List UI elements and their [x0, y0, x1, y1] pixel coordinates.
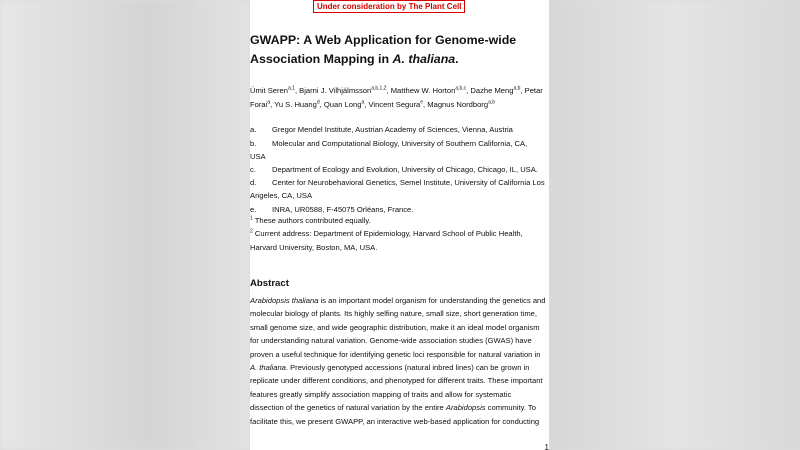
paper-title — [250, 31, 549, 69]
author: Magnus Nordborg — [427, 99, 489, 109]
note-current-address-cont: Harvard University, Boston, MA, USA. — [250, 242, 378, 252]
affiliation-label: d. — [250, 178, 257, 187]
author: Quan Long — [323, 99, 362, 109]
background-right — [549, 0, 800, 450]
author-sup: e — [420, 98, 424, 105]
author: Matthew W. Horton — [390, 86, 456, 95]
affiliation-text: Center for Neurobehavioral Genetics, Semel Institute, University of California Los — [272, 178, 545, 187]
author-list: Ümit Seren$^{a,1}$, Bjarni J. Vilhjálmsson$^{a,b,1,2}$, Matthew W. Horton$^{a,b,c}$, Dazhe Meng$^{a,b}$, Petar Forai$^a$, Yu S. Huang$^d$, Quan Long$^a$, Vincent Segura$^e$, Magnus Nordborg$^{a,b}$ — [250, 85, 543, 109]
affiliation-text: INRA, UR0588, F-45075 Orléans, France. — [272, 205, 414, 214]
author: Bjarni J. Vilhjálmsson — [299, 86, 372, 95]
species-name: Arabidopsis — [445, 403, 486, 413]
author-sup: a,b,1,2 — [371, 85, 387, 92]
abstract-line — [250, 361, 549, 374]
abstract-text: . Previously genotyped accessions (natural inbred lines) can be grown in — [285, 363, 530, 373]
affiliation-text: Molecular and Computational Biology, University of Southern California, CA, — [272, 139, 528, 148]
affiliation-label: c. — [250, 165, 256, 174]
note-marker: 1 — [250, 215, 253, 222]
affiliation-text: Department of Ecology and Evolution, University of Chicago, Chicago, IL, USA. — [272, 165, 538, 174]
author-sup: a — [361, 98, 365, 105]
affiliation-text-cont: Angeles, CA, USA — [250, 191, 313, 200]
author: Yu S. Huang — [274, 99, 317, 109]
abstract-text: dissection of the genetics of natural variation by the entire — [250, 403, 446, 413]
abstract-text: community. To — [485, 403, 536, 413]
author-sup: a,b — [488, 98, 496, 105]
affiliation-text: Gregor Mendel Institute, Austrian Academy of Sciences, Vienna, Austria — [272, 125, 513, 134]
affiliation-label: b. — [250, 139, 257, 148]
abstract-line: replicate under different conditions, and phenotyped for different traits. These important — [250, 376, 543, 386]
author: Ümit Seren — [250, 86, 288, 95]
title-line-2-suffix: . — [455, 52, 459, 66]
affiliation-c — [250, 163, 549, 176]
title-line-2-prefix: Association Mapping in — [250, 52, 393, 66]
abstract-text: is an important model organism for understanding the genetics and — [318, 296, 546, 305]
abstract-line: facilitate this, we present GWAPP, an interactive web-based application for conducting — [250, 416, 540, 426]
author-notes — [250, 214, 549, 254]
abstract-line: small genome size, and wide geographic distribution, make it an ideal model organism — [250, 322, 540, 332]
abstract-line: molecular biology of plants. Its highly selfing nature, small size, short generation time, — [250, 309, 538, 319]
note-marker: 2 — [250, 228, 253, 235]
abstract-line — [250, 294, 549, 307]
note-current-address: Current address: Department of Epidemiology, Harvard School of Public Health, — [252, 229, 523, 239]
species-name: A. thaliana — [250, 363, 286, 373]
abstract-line: features greatly simplify association mapping of traits and allow for systematic — [250, 389, 512, 399]
note-equal-contribution: These authors contributed equally. — [252, 216, 371, 225]
abstract-heading: Abstract — [250, 278, 289, 289]
affiliation-label: a. — [250, 125, 257, 134]
affiliation-a — [250, 123, 549, 136]
author: Dazhe Meng — [470, 86, 514, 95]
abstract-line — [250, 401, 549, 414]
author: Vincent Segura — [368, 99, 421, 109]
affiliation-d — [250, 176, 549, 202]
author-sup: d — [316, 98, 320, 105]
affiliation-b — [250, 137, 549, 163]
document-page — [250, 0, 549, 450]
author-sup: a,1 — [287, 85, 295, 92]
abstract-line: for understanding natural variation. Genome-wide association studies (GWAS) have — [250, 336, 532, 346]
title-line-1: GWAPP: A Web Application for Genome-wide — [250, 33, 517, 47]
background-left — [0, 0, 250, 450]
species-name: Arabidopsis thaliana — [250, 296, 319, 305]
author-sup: a — [267, 98, 271, 105]
author-sup: a,b — [513, 85, 521, 92]
review-banner: Under consideration by The Plant Cell — [313, 0, 465, 13]
affiliation-text-cont: USA — [250, 152, 266, 161]
abstract-line: proven a useful technique for identifying genetic loci responsible for natural variation in — [250, 349, 541, 359]
page-number: 1 — [544, 443, 549, 450]
title-species: A. thaliana — [392, 52, 456, 66]
affiliation-label: e. — [250, 205, 257, 214]
author: Petar Forai — [250, 86, 543, 109]
author-sup: a,b,c — [455, 85, 467, 92]
abstract-body — [250, 294, 549, 428]
